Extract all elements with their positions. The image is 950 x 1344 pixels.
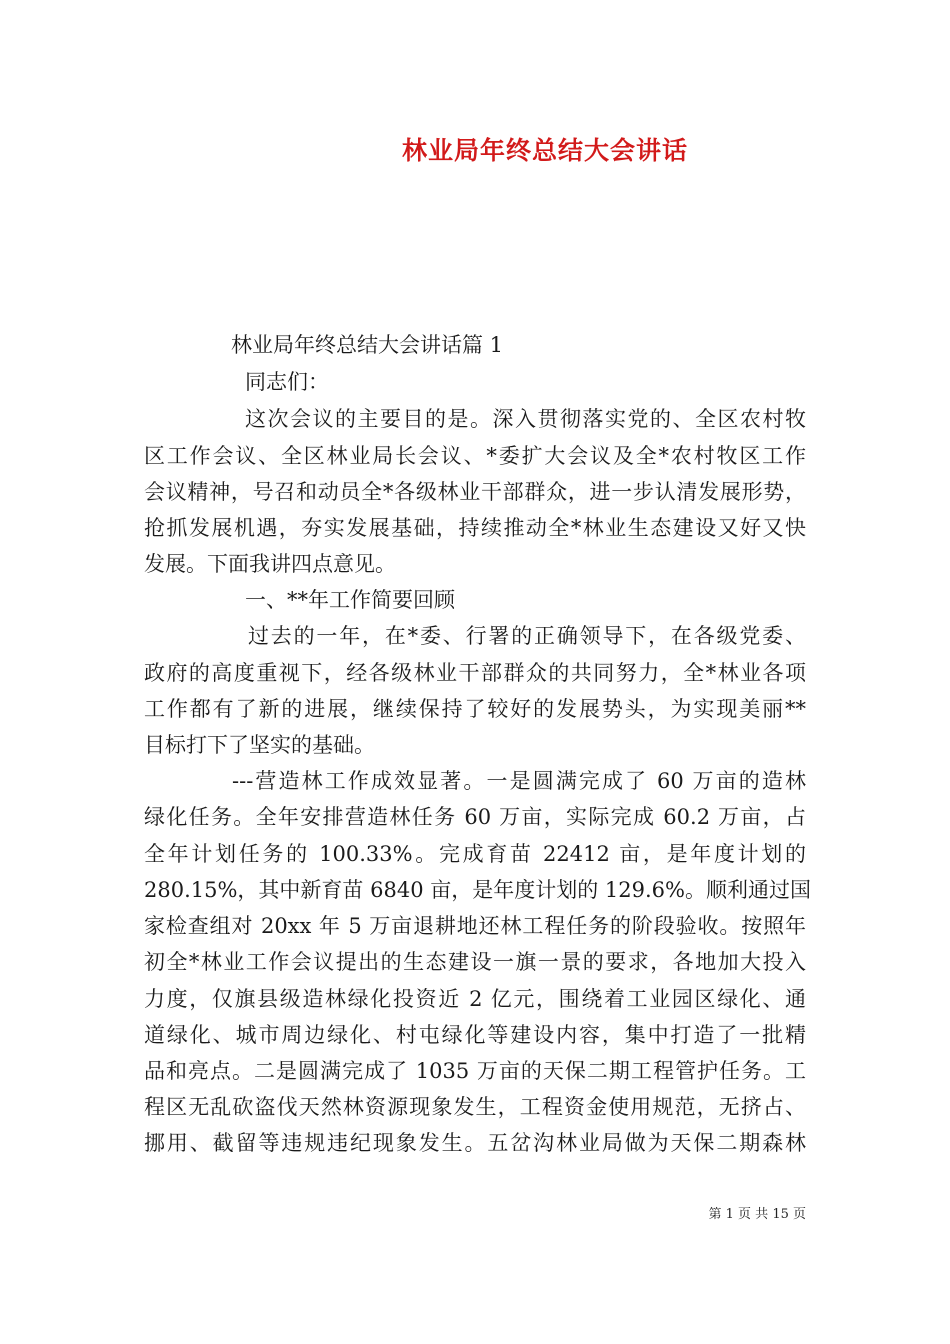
paragraph-line: 初全*林业工作会议提出的生态建设一旗一景的要求，各地加大投入 (144, 950, 806, 974)
paragraph-line: 家检查组对 20xx 年 5 万亩退耕地还林工程任务的阶段验收。按照年 (144, 914, 806, 938)
paragraph-line: 全年计划任务的 100.33%。完成育苗 22412 亩，是年度计划的 (144, 842, 806, 866)
paragraph-line: 绿化任务。全年安排营造林任务 60 万亩，实际完成 60.2 万亩，占 (144, 805, 806, 829)
paragraph-line: 品和亮点。二是圆满完成了 1035 万亩的天保二期工程管护任务。工 (144, 1059, 806, 1083)
paragraph-line: 280.15%，其中新育苗 6840 亩，是年度计划的 129.6%。顺利通过国 (144, 878, 811, 902)
paragraph-line: 发展。下面我讲四点意见。 (144, 552, 396, 576)
paragraph-line: 挪用、截留等违规违纪现象发生。五岔沟林业局做为天保二期森林 (144, 1131, 806, 1155)
paragraph-line: 力度，仅旗县级造林绿化投资近 2 亿元，围绕着工业园区绿化、通 (144, 987, 806, 1011)
paragraph-line: 抢抓发展机遇，夯实发展基础，持续推动全*林业生态建设又好又快 (144, 516, 806, 540)
paragraph-line: 道绿化、城市周边绿化、村屯绿化等建设内容，集中打造了一批精 (144, 1023, 806, 1047)
page-number: 第 1 页 共 15 页 (708, 1207, 806, 1222)
paragraph-line: 目标打下了坚实的基础。 (144, 733, 375, 757)
paragraph-line: 这次会议的主要目的是。深入贯彻落实党的、全区农村牧 (245, 407, 806, 431)
paragraph-line: 过去的一年，在*委、行署的正确领导下，在各级党委、 (248, 624, 806, 648)
paragraph-line: 政府的高度重视下，经各级林业干部群众的共同努力，全*林业各项 (144, 661, 806, 685)
section-heading: 林业局年终总结大会讲话篇 1 (231, 333, 504, 357)
greeting: 同志们： (245, 370, 329, 394)
paragraph-line: 程区无乱砍盗伐天然林资源现象发生，工程资金使用规范，无挤占、 (144, 1095, 806, 1119)
paragraph-line: ---营造林工作成效显著。一是圆满完成了 60 万亩的造林 (232, 769, 806, 793)
document-title: 林业局年终总结大会讲话 (401, 136, 688, 165)
paragraph-line: 区工作会议、全区林业局长会议、*委扩大会议及全*农村牧区工作 (144, 444, 806, 468)
section-heading-review: 一、**年工作简要回顾 (245, 588, 455, 612)
paragraph-line: 工作都有了新的进展，继续保持了较好的发展势头，为实现美丽** (144, 697, 806, 721)
paragraph-line: 会议精神，号召和动员全*各级林业干部群众，进一步认清发展形势， (144, 480, 806, 504)
